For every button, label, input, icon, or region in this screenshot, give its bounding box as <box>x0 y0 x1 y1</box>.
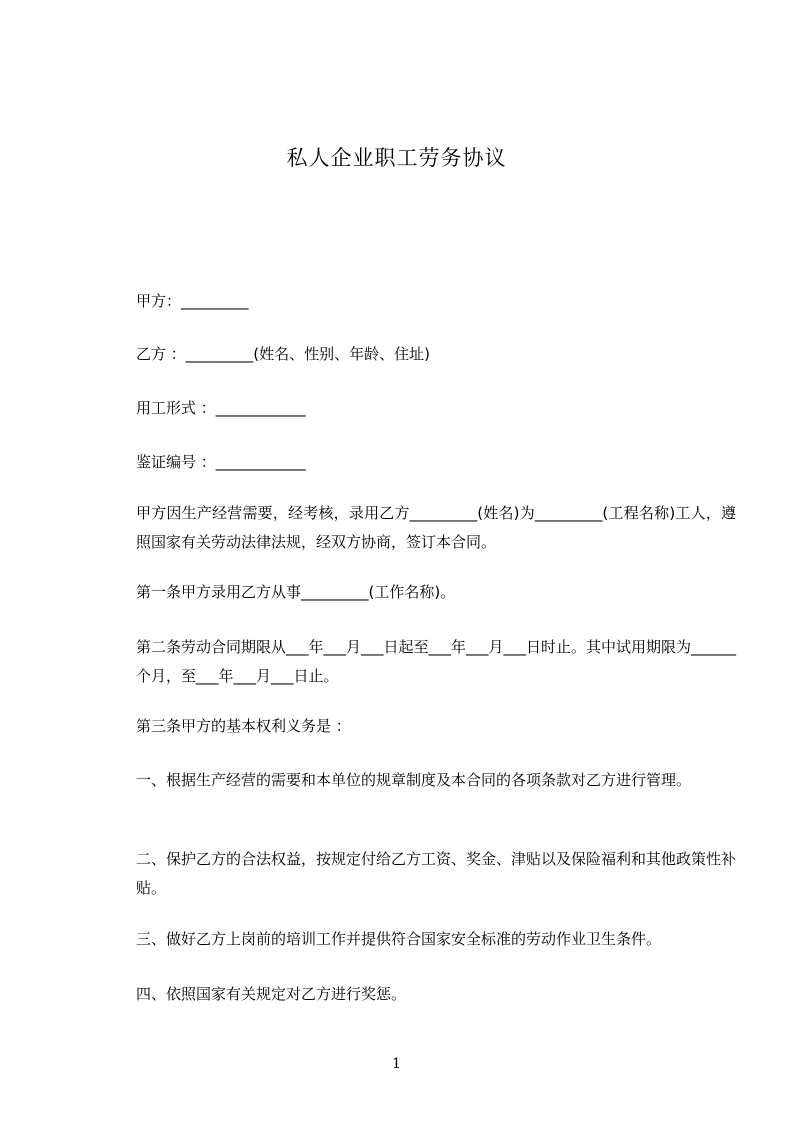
document-title: 私人企业职工劳务协议 <box>286 146 507 170</box>
article-3-item-1: 一、根据生产经营的需要和本单位的规章制度及本合同的各项条款对乙方进行管理。 <box>136 771 692 789</box>
article-1-paragraph: 第一条甲方录用乙方从事_________(工作名称)。 <box>136 583 456 601</box>
article-3-item-3: 三、做好乙方上岗前的培训工作并提供符合国家安全标准的劳动作业卫生条件。 <box>136 930 662 948</box>
article-3-item-2: 二、保护乙方的合法权益，按规定付给乙方工资、奖金、津贴以及保险福利和其他政策性补贴。 <box>136 850 737 897</box>
party-b-field: 乙方 ：_________(姓名、性别、年龄、住址) <box>136 345 430 363</box>
certification-number-field: 鉴证编号 ：____________ <box>136 453 306 471</box>
article-3-heading: 第三条甲方的基本权利义务是 ： <box>136 717 351 735</box>
article-2-paragraph: 第二条劳动合同期限从___年___月___日起至___年___月___日时止。其中试用期限为______个月，至___年___月___日止。 <box>136 638 737 685</box>
preamble-paragraph: 甲方因生产经营需要，经考核，录用乙方_________(姓名)为_________(工程名称)工人，遵照国家有关劳动法律法规，经双方协商，签订本合同。 <box>136 504 736 551</box>
page-number: 1 <box>392 1056 401 1072</box>
party-a-field: 甲方：_________ <box>136 292 249 310</box>
article-3-item-4: 四、依照国家有关规定对乙方进行奖惩。 <box>136 985 407 1003</box>
employment-form-field: 用工形式 ：____________ <box>136 399 306 417</box>
